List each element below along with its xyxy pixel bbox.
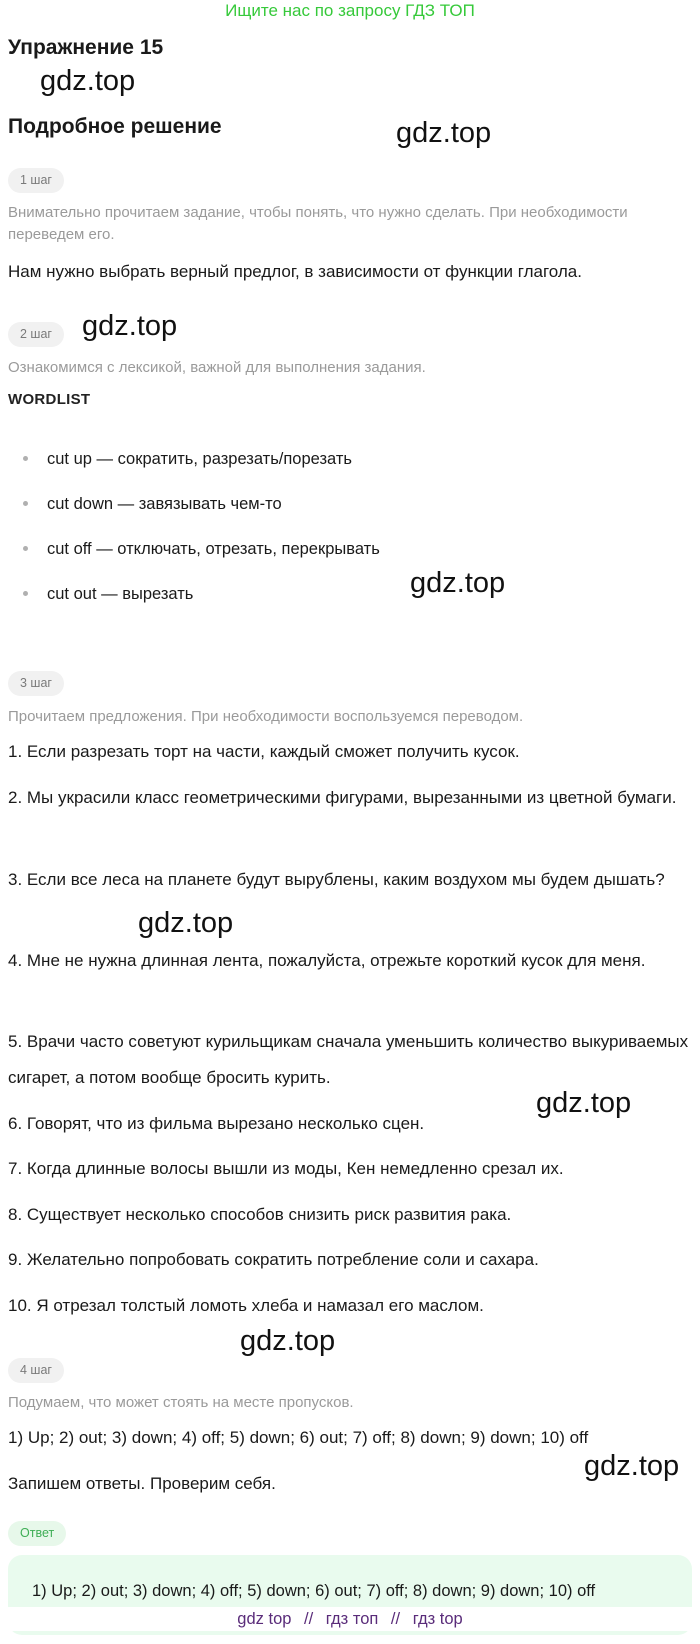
answer-badge: Ответ [8, 1521, 66, 1546]
answer-text: 1) Up; 2) out; 3) down; 4) off; 5) down; 6) out; 7) off; 8) down; 9) down; 10) off [32, 1582, 596, 1600]
wordlist-title: WORDLIST [8, 391, 91, 408]
sentence: 9. Желательно попробовать сократить потребление соли и сахара. [8, 1250, 539, 1269]
sentence: 7. Когда длинные волосы вышли из моды, Кен немедленно срезал их. [8, 1159, 564, 1178]
step-2-hint: Ознакомимся с лексикой, важной для выполнения задания. [8, 359, 426, 376]
sentence: 6. Говорят, что из фильма вырезано несколько сцен. [8, 1114, 425, 1133]
wordlist-item-text: cut down — завязывать чем-то [47, 495, 282, 513]
bullet-dot-icon [23, 456, 28, 461]
sentence: 2. Мы украсили класс геометрическими фигурами, вырезанными из цветной бумаги. [8, 788, 677, 807]
bullet-dot-icon [23, 501, 28, 506]
sentence: 10. Я отрезал толстый ломоть хлеба и намазал его маслом. [8, 1296, 484, 1315]
wordlist-item-text: cut off — отключать, отрезать, перекрывать [47, 540, 380, 558]
sentence: 3. Если все леса на планете будут вырублены, каким воздухом мы будем дышать? [8, 870, 665, 889]
wordlist-item-text: cut up — сократить, разрезать/порезать [47, 450, 353, 468]
step-4-hint: Подумаем, что может стоять на месте пропусков. [8, 1394, 354, 1411]
footer-links [0, 1607, 700, 1631]
search-banner: Ищите нас по запросу ГДЗ ТОП [225, 1, 475, 20]
exercise-title: Упражнение 15 [8, 36, 164, 59]
watermark: gdz.top [410, 567, 506, 599]
sentence: 5. Врачи часто советуют курильщикам сначала уменьшить количество выкуриваемых сигарет, а потом вообще бросить курить. [8, 1032, 689, 1087]
footer-separator: // [304, 1610, 314, 1628]
step-1-text: Нам нужно выбрать верный предлог, в зависимости от функции глагола. [8, 262, 582, 281]
watermark: gdz.top [82, 310, 178, 342]
wordlist-item-text: cut out — вырезать [47, 585, 194, 603]
watermark: gdz.top [40, 65, 136, 97]
list-item [23, 538, 380, 560]
bullet-dot-icon [23, 591, 28, 596]
bullet-dot-icon [23, 546, 28, 551]
sentence: 8. Существует несколько способов снизить риск развития рака. [8, 1205, 512, 1224]
list-item [23, 493, 282, 515]
footer-link-gdz-top-mixed[interactable]: гдз top [412, 1610, 463, 1628]
watermark: gdz.top [240, 1325, 336, 1357]
solution-title: Подробное решение [8, 115, 222, 138]
watermark: gdz.top [584, 1450, 680, 1482]
step-4-check: Запишем ответы. Проверим себя. [8, 1474, 276, 1493]
list-item [23, 448, 352, 470]
sentence: 4. Мне не нужна длинная лента, пожалуйста, отрежьте короткий кусок для меня. [8, 951, 646, 970]
sentence: 1. Если разрезать торт на части, каждый сможет получить кусок. [8, 742, 520, 761]
footer-link-gdz-top[interactable]: gdz top [237, 1610, 292, 1628]
step-3-hint: Прочитаем предложения. При необходимости воспользуемся переводом. [8, 708, 524, 725]
step-4-answers: 1) Up; 2) out; 3) down; 4) off; 5) down; 6) out; 7) off; 8) down; 9) down; 10) off [8, 1428, 589, 1447]
step-1-hint: Внимательно прочитаем задание, чтобы понять, что нужно сделать. При необходимости переведем его. [8, 204, 628, 243]
step-badge-1: 1 шаг [8, 168, 64, 193]
step-badge-2: 2 шаг [8, 322, 64, 347]
watermark: gdz.top [536, 1087, 632, 1119]
watermark: gdz.top [138, 907, 234, 939]
step-badge-4: 4 шаг [8, 1358, 64, 1383]
watermark: gdz.top [396, 117, 492, 149]
step-badge-3: 3 шаг [8, 671, 64, 696]
footer-link-gdz-top-ru[interactable]: гдз топ [325, 1610, 379, 1628]
footer-separator: // [390, 1610, 401, 1628]
list-item [23, 583, 193, 605]
